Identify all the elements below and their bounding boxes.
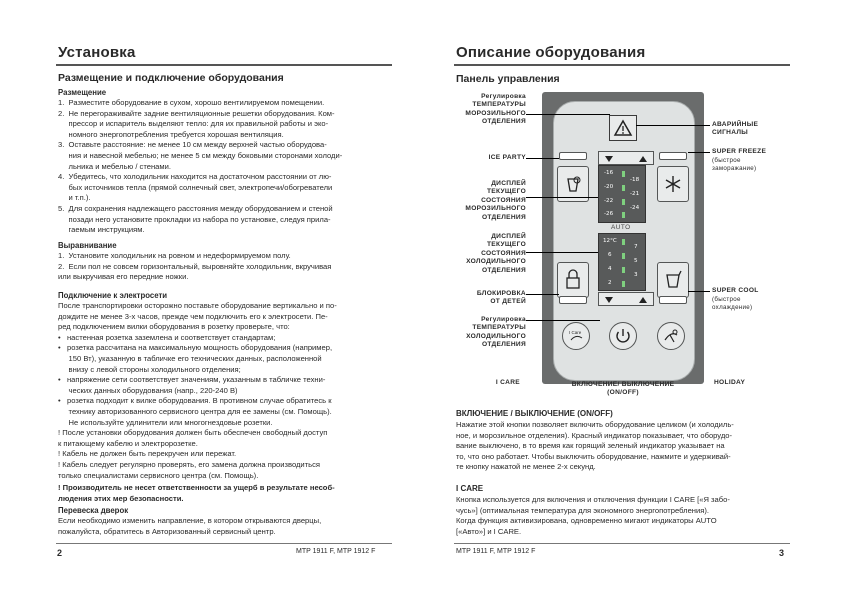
text-line: Кнопка используется для включения и отключения функции I CARE [«Я забо- bbox=[456, 495, 730, 504]
fridge-indicator bbox=[622, 253, 625, 259]
section-subtitle: Размещение и подключение оборудования bbox=[58, 72, 284, 84]
power-icon bbox=[610, 323, 636, 349]
text-line: ния и навесной мебелью; не менее 5 см между боковыми сторонами холоди- bbox=[58, 151, 343, 160]
freezer-arrows-icon bbox=[599, 153, 653, 165]
title-rule-right bbox=[454, 64, 790, 66]
text-line: После транспортировки осторожно поставьте оборудование вертикально и по- bbox=[58, 301, 337, 310]
fridge-indicator bbox=[622, 281, 625, 287]
freezer-indicator bbox=[622, 185, 625, 191]
page-number: 2 bbox=[57, 548, 63, 558]
placement-heading: Размещение bbox=[58, 88, 107, 97]
leader-line bbox=[636, 125, 710, 126]
label-freezer-display: ДИСПЛЕЙ ТЕКУЩЕГО СОСТОЯНИЯ МОРОЗИЛЬНОГО ОТДЕЛЕНИЯ bbox=[465, 180, 526, 221]
text-line: ! Кабель не должен быть перекручен или пережат. bbox=[58, 449, 237, 459]
text-line: чусь»] (оптимальная температура для экономного энергопотребления). bbox=[456, 505, 709, 515]
auto-indicator: AUTO bbox=[611, 224, 631, 231]
label-super-freeze: SUPER FREEZE bbox=[712, 148, 767, 155]
lock-icon bbox=[558, 263, 588, 297]
label-on-off: ВКЛЮЧЕНИЕ/ ВЫКЛЮЧЕНИЕ (ON/OFF) bbox=[571, 381, 675, 397]
text-line: 1. Установите холодильник на ровном и недеформируемом полу. bbox=[58, 251, 291, 260]
text-line: ческих данных оборудования (напр., 220-240 В) bbox=[58, 385, 238, 395]
text-line: • напряжение сети соответствует значениям, указанным в табличке техни- bbox=[58, 375, 326, 385]
fridge-value-4: 5 bbox=[634, 258, 638, 264]
freezer-temp-adjuster[interactable] bbox=[598, 151, 654, 165]
freezer-indicator bbox=[622, 199, 625, 205]
label-super-cool-sub: (быстрое охлаждение) bbox=[712, 296, 753, 312]
page-title-installation: Установка bbox=[58, 44, 136, 61]
child-lock-icon-box bbox=[557, 262, 589, 298]
text-line: 3. Оставьте расстояние: не менее 10 см между верхней частью оборудова- bbox=[58, 140, 327, 150]
freezer-indicator bbox=[622, 171, 625, 177]
text-line: людения этих мер безопасности. bbox=[58, 493, 184, 503]
text-line: льника и мебелью / стенами. bbox=[58, 161, 171, 171]
fridge-arrows-icon bbox=[599, 294, 653, 306]
fridge-indicator bbox=[622, 239, 625, 245]
text-line: и т.п.). bbox=[58, 193, 91, 203]
leader-line bbox=[526, 320, 600, 321]
page-number-right: 3 bbox=[779, 548, 785, 558]
super-freeze-icon-box bbox=[657, 166, 689, 202]
label-fridge-temp-regulation: Регулировка ТЕМПЕРАТУРЫ ХОЛОДИЛЬНОГО ОТДЕЛЕНИЯ bbox=[466, 316, 526, 349]
text-line: только специалистами сервисного центра (см. Помощь). bbox=[58, 470, 259, 480]
text-line: • розетка подходит к вилке оборудования. В противном случае обратитесь к bbox=[58, 396, 332, 406]
leader-line bbox=[526, 114, 610, 115]
text-line: [«Авто»] и I CARE. bbox=[456, 526, 522, 536]
freezer-value-3: -20 bbox=[604, 184, 614, 190]
text-line: вание выключено, в то время как горящий зеленый индикатор указывает на bbox=[456, 441, 725, 451]
label-ice-party: ICE PARTY bbox=[488, 154, 526, 161]
label-fridge-display: ДИСПЛЕЙ ТЕКУЩЕГО СОСТОЯНИЯ ХОЛОДИЛЬНОГО ОТДЕЛЕНИЯ bbox=[466, 233, 526, 274]
footer-model: MTP 1911 F, MTP 1912 F bbox=[296, 548, 376, 555]
text-line: или выкручивая его передние ножки. bbox=[58, 272, 189, 282]
electric-heading: Подключение к электросети bbox=[58, 291, 168, 300]
text-line: бых источников тепла (прямой солнечный свет, электропечи/обогреватели bbox=[58, 182, 333, 192]
leader-line bbox=[688, 291, 710, 292]
leader-line bbox=[526, 294, 559, 295]
alarm-triangle-icon bbox=[610, 116, 636, 140]
text-line: • настенная розетка заземлена и соответствует стандартам; bbox=[58, 332, 276, 342]
ice-party-icon bbox=[558, 167, 588, 201]
text-line: 2. Если пол не совсем горизонтальный, выровняйте холодильник, вкручивая bbox=[58, 261, 332, 271]
text-line: гаемым инструкциям. bbox=[58, 225, 145, 235]
i-care-button-label: I Care bbox=[569, 330, 582, 335]
label-freezer-temp-regulation: Регулировка ТЕМПЕРАТУРЫ МОРОЗИЛЬНОГО ОТДЕЛЕНИЯ bbox=[465, 93, 526, 126]
footer-model-right: MTP 1911 F, MTP 1912 F bbox=[456, 548, 536, 555]
snowflake-icon bbox=[658, 167, 688, 201]
i-care-button[interactable] bbox=[562, 322, 590, 350]
leader-line bbox=[526, 158, 559, 159]
fridge-indicator bbox=[622, 267, 625, 273]
text-line: к питающему кабелю и электророзетке. bbox=[58, 438, 198, 448]
holiday-icon bbox=[658, 323, 684, 349]
label-super-freeze-sub: (быстрое заморажание) bbox=[712, 157, 757, 173]
i-care-leaf-icon bbox=[563, 323, 589, 349]
text-line: 2. Не перегораживайте задние вентиляционные решетки оборудования. Ком- bbox=[58, 108, 335, 118]
leader-line bbox=[688, 152, 710, 153]
leader-line bbox=[526, 252, 598, 253]
child-lock-button[interactable] bbox=[559, 296, 587, 304]
text-line: дождите не менее 3-х часов, прежде чем подключить его к электросети. Пе- bbox=[58, 311, 328, 321]
text-line: те кнопку нажатой не менее 2-х секунд. bbox=[456, 462, 596, 472]
super-cool-icon-box bbox=[657, 262, 689, 298]
freezer-value-7: -26 bbox=[604, 211, 614, 217]
freezer-value-1: -16 bbox=[604, 170, 614, 176]
freezer-value-5: -22 bbox=[604, 198, 614, 204]
text-line: внизу с левой стороны холодильного отделения; bbox=[58, 364, 241, 374]
freezer-value-6: -24 bbox=[630, 205, 640, 211]
onoff-heading: ВКЛЮЧЕНИЕ / ВЫКЛЮЧЕНИЕ (ON/OFF) bbox=[456, 409, 613, 418]
freezer-value-2: -18 bbox=[630, 177, 640, 183]
freezer-value-4: -21 bbox=[630, 191, 640, 197]
fridge-value-7: 2 bbox=[608, 280, 612, 286]
super-freeze-button[interactable] bbox=[659, 152, 687, 160]
text-line: 5. Для сохранения надлежащего расстояния между оборудованием и стеной bbox=[58, 204, 333, 213]
super-cool-button[interactable] bbox=[659, 296, 687, 304]
text-line: 4. Убедитесь, что холодильник находится на достаточном расстоянии от лю- bbox=[58, 172, 332, 182]
text-line: прессор и испаритель выделяют тепло: для их правильной работы и эко- bbox=[58, 119, 329, 129]
leveling-heading: Выравнивание bbox=[58, 241, 117, 250]
fridge-value-2: 7 bbox=[634, 244, 638, 250]
text-line: Не используйте удлинители или многогнездовые розетки. bbox=[58, 417, 273, 427]
text-line: Когда функция активизирована, одновременно мигают индикаторы AUTO bbox=[456, 516, 717, 526]
text-line: ред подключением вилки оборудования в розетку проверьте, что: bbox=[58, 322, 290, 332]
label-i-care: I CARE bbox=[495, 379, 520, 386]
text-line: Нажатие этой кнопки позволяет включить оборудование целиком (и холодиль- bbox=[456, 420, 734, 429]
label-alarm-signals: АВАРИЙНЫЕ СИГНАЛЫ bbox=[712, 121, 759, 137]
holiday-button[interactable] bbox=[657, 322, 685, 350]
on-off-button[interactable] bbox=[609, 322, 637, 350]
text-line: Если необходимо изменить направление, в котором открываются дверцы, bbox=[58, 516, 322, 525]
label-super-cool: SUPER COOL bbox=[712, 287, 759, 294]
text-line: пожалуйста, обратитесь в Авторизованный сервисный центр. bbox=[58, 526, 276, 536]
text-line: то, что оно работает. Чтобы выключить оборудование, нажмите и удерживай- bbox=[456, 451, 731, 461]
footer-rule-right bbox=[454, 543, 790, 544]
fridge-temp-adjuster[interactable] bbox=[598, 292, 654, 306]
text-line: ! После установки оборудования должен быть обеспечен свободный доступ bbox=[58, 428, 328, 438]
ice-party-button[interactable] bbox=[559, 152, 587, 160]
freezer-indicator bbox=[622, 212, 625, 218]
fridge-value-5: 4 bbox=[608, 266, 612, 272]
fridge-value-6: 3 bbox=[634, 272, 638, 278]
text-line: позади него установите прокладки из набора по установке, следуя прила- bbox=[58, 214, 331, 224]
text-line: 1. Разместите оборудование в сухом, хорошо вентилируемом помещении. bbox=[58, 98, 325, 107]
label-child-lock: БЛОКИРОВКА ОТ ДЕТЕЙ bbox=[476, 290, 526, 306]
text-line: технику авторизованного сервисного центра для ее замены (см. Помощь). bbox=[58, 407, 332, 416]
text-line: 150 Вт), указанную в табличке его технических данных, расположенной bbox=[58, 354, 322, 363]
fridge-value-3: 6 bbox=[608, 252, 612, 258]
leader-line bbox=[526, 197, 598, 198]
super-cool-icon bbox=[658, 263, 688, 297]
text-line: ное, и морозильное отделения). Красный индикатор показывает, что оборудо- bbox=[456, 430, 733, 440]
text-line: ! Кабель следует регулярно проверять, его замена должна производиться bbox=[58, 460, 321, 469]
panel-subtitle: Панель управления bbox=[456, 73, 560, 85]
text-line: номного энергопотребления требуется хорошая вентиляция. bbox=[58, 129, 284, 139]
door-heading: Перевеска дверок bbox=[58, 506, 129, 515]
alarm-indicator bbox=[609, 115, 637, 141]
text-line: ! Производитель не несет ответственности за ущерб в результате несоб- bbox=[58, 483, 335, 492]
text-line: • розетка рассчитана на максимальную мощность оборудования (например, bbox=[58, 343, 333, 353]
fridge-value-1: 12°C bbox=[603, 238, 617, 244]
label-holiday: HOLIDAY bbox=[714, 379, 746, 386]
icare-heading: I CARE bbox=[456, 484, 484, 493]
page-title-description: Описание оборудования bbox=[456, 44, 646, 61]
